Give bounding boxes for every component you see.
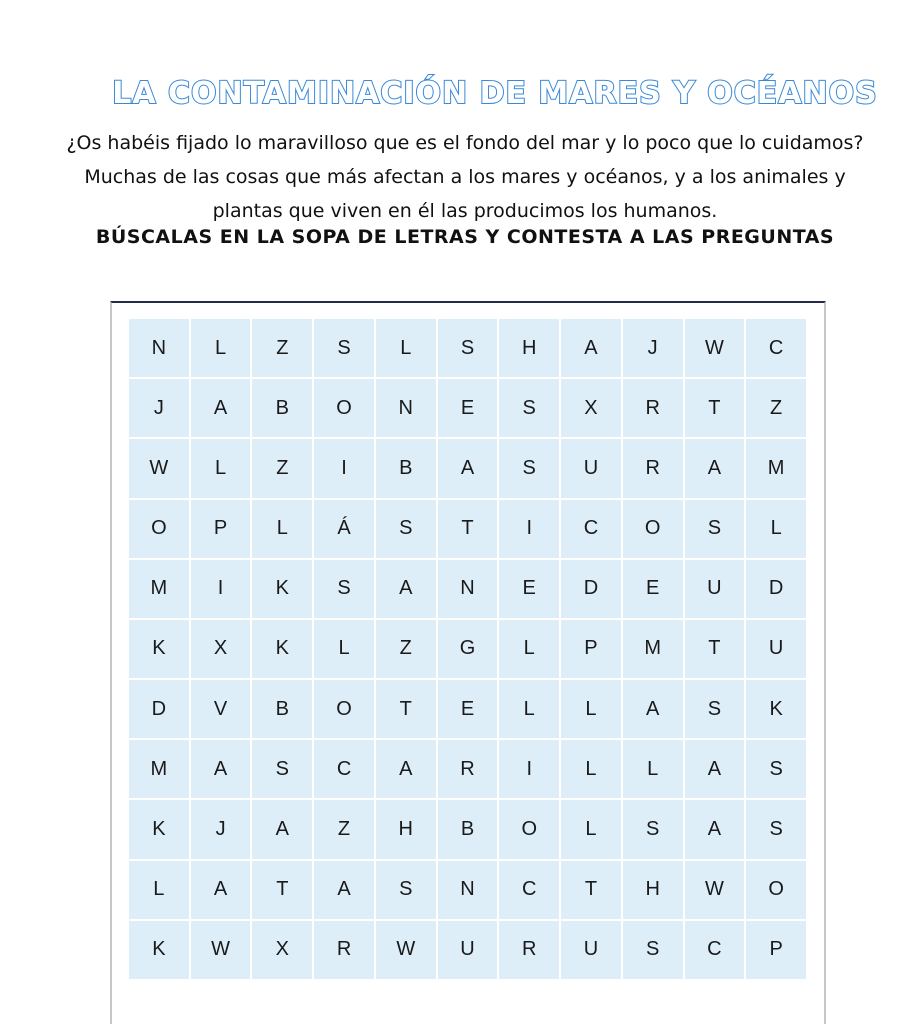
grid-cell[interactable]: L bbox=[314, 620, 374, 678]
grid-cell[interactable]: L bbox=[129, 861, 189, 919]
grid-cell[interactable]: M bbox=[746, 439, 806, 497]
grid-cell[interactable]: I bbox=[499, 740, 559, 798]
grid-cell[interactable]: A bbox=[685, 800, 745, 858]
grid-cell[interactable]: U bbox=[438, 921, 498, 979]
grid-cell[interactable]: C bbox=[314, 740, 374, 798]
grid-cell[interactable]: B bbox=[438, 800, 498, 858]
grid-cell[interactable]: T bbox=[438, 500, 498, 558]
grid-cell[interactable]: A bbox=[685, 439, 745, 497]
grid-cell[interactable]: K bbox=[252, 560, 312, 618]
grid-cell[interactable]: O bbox=[314, 680, 374, 738]
grid-cell[interactable]: J bbox=[129, 379, 189, 437]
grid-cell[interactable]: O bbox=[129, 500, 189, 558]
grid-cell[interactable]: E bbox=[623, 560, 683, 618]
grid-cell[interactable]: Z bbox=[376, 620, 436, 678]
grid-cell[interactable]: H bbox=[623, 861, 683, 919]
grid-cell[interactable]: K bbox=[129, 921, 189, 979]
grid-cell[interactable]: S bbox=[685, 680, 745, 738]
grid-cell[interactable]: K bbox=[252, 620, 312, 678]
grid-cell[interactable]: L bbox=[191, 439, 251, 497]
grid-cell[interactable]: C bbox=[746, 319, 806, 377]
grid-cell[interactable]: N bbox=[438, 861, 498, 919]
grid-cell[interactable]: C bbox=[499, 861, 559, 919]
grid-cell[interactable]: L bbox=[746, 500, 806, 558]
grid-cell[interactable]: H bbox=[499, 319, 559, 377]
grid-cell[interactable]: C bbox=[561, 500, 621, 558]
grid-cell[interactable]: S bbox=[376, 861, 436, 919]
grid-cell[interactable]: N bbox=[129, 319, 189, 377]
grid-cell[interactable]: Z bbox=[314, 800, 374, 858]
grid-cell[interactable]: T bbox=[252, 861, 312, 919]
grid-cell[interactable]: D bbox=[746, 560, 806, 618]
grid-cell[interactable]: Z bbox=[746, 379, 806, 437]
grid-cell[interactable]: A bbox=[191, 379, 251, 437]
grid-cell[interactable]: L bbox=[561, 680, 621, 738]
grid-cell[interactable]: S bbox=[438, 319, 498, 377]
grid-cell[interactable]: H bbox=[376, 800, 436, 858]
grid-cell[interactable]: S bbox=[314, 560, 374, 618]
grid-cell[interactable]: W bbox=[685, 861, 745, 919]
grid-cell[interactable]: B bbox=[252, 680, 312, 738]
intro-text bbox=[20, 126, 910, 228]
grid-cell[interactable]: Z bbox=[252, 319, 312, 377]
grid-cell[interactable]: A bbox=[314, 861, 374, 919]
grid-cell[interactable]: R bbox=[623, 379, 683, 437]
grid-cell[interactable]: D bbox=[129, 680, 189, 738]
grid-cell[interactable]: I bbox=[499, 500, 559, 558]
grid-cell[interactable]: A bbox=[191, 740, 251, 798]
grid-cell[interactable]: U bbox=[561, 439, 621, 497]
grid-cell[interactable]: R bbox=[623, 439, 683, 497]
grid-cell[interactable]: J bbox=[191, 800, 251, 858]
grid-cell[interactable]: T bbox=[561, 861, 621, 919]
grid-cell[interactable]: A bbox=[623, 680, 683, 738]
grid-cell[interactable]: O bbox=[746, 861, 806, 919]
grid-cell[interactable]: R bbox=[438, 740, 498, 798]
grid-cell[interactable]: Á bbox=[314, 500, 374, 558]
grid-cell[interactable]: S bbox=[623, 921, 683, 979]
grid-cell[interactable]: A bbox=[376, 740, 436, 798]
grid-cell[interactable]: M bbox=[623, 620, 683, 678]
grid-cell[interactable]: U bbox=[746, 620, 806, 678]
grid-cell[interactable]: N bbox=[376, 379, 436, 437]
intro-line: plantas que viven en él las producimos los humanos. bbox=[212, 200, 718, 222]
grid-cell[interactable]: A bbox=[438, 439, 498, 497]
grid-cell[interactable]: S bbox=[314, 319, 374, 377]
grid-cell[interactable]: T bbox=[685, 620, 745, 678]
grid-cell[interactable]: A bbox=[561, 319, 621, 377]
grid-cell[interactable]: P bbox=[746, 921, 806, 979]
grid-cell[interactable]: P bbox=[561, 620, 621, 678]
grid-cell[interactable]: X bbox=[252, 921, 312, 979]
grid-cell[interactable]: S bbox=[746, 800, 806, 858]
grid-cell[interactable]: B bbox=[252, 379, 312, 437]
page-title: LA CONTAMINACIÓN DE MARES Y OCÉANOS bbox=[112, 76, 878, 111]
grid-cell[interactable]: W bbox=[129, 439, 189, 497]
grid-cell[interactable]: L bbox=[191, 319, 251, 377]
grid-cell[interactable]: T bbox=[376, 680, 436, 738]
grid-cell[interactable]: S bbox=[252, 740, 312, 798]
grid-cell[interactable]: A bbox=[191, 861, 251, 919]
grid-cell[interactable]: O bbox=[314, 379, 374, 437]
grid-cell[interactable]: O bbox=[623, 500, 683, 558]
grid-cell[interactable]: A bbox=[685, 740, 745, 798]
grid-cell[interactable]: S bbox=[499, 439, 559, 497]
grid-cell[interactable]: U bbox=[685, 560, 745, 618]
grid-cell[interactable]: Z bbox=[252, 439, 312, 497]
grid-cell[interactable]: O bbox=[499, 800, 559, 858]
grid-cell[interactable]: K bbox=[746, 680, 806, 738]
grid-cell[interactable]: S bbox=[623, 800, 683, 858]
grid-cell[interactable]: K bbox=[129, 620, 189, 678]
grid-cell[interactable]: J bbox=[623, 319, 683, 377]
grid-cell[interactable]: C bbox=[685, 921, 745, 979]
grid-cell[interactable]: S bbox=[746, 740, 806, 798]
grid-cell[interactable]: W bbox=[191, 921, 251, 979]
grid-cell[interactable]: A bbox=[376, 560, 436, 618]
grid-cell[interactable]: X bbox=[191, 620, 251, 678]
grid-cell[interactable]: T bbox=[685, 379, 745, 437]
grid-cell[interactable]: L bbox=[376, 319, 436, 377]
grid-cell[interactable]: M bbox=[129, 560, 189, 618]
grid-cell[interactable]: L bbox=[499, 680, 559, 738]
grid-cell[interactable]: L bbox=[499, 620, 559, 678]
intro-line: ¿Os habéis fijado lo maravilloso que es el fondo del mar y lo poco que lo cuidamos? bbox=[66, 132, 864, 154]
grid-cell[interactable]: E bbox=[499, 560, 559, 618]
grid-cell[interactable]: E bbox=[438, 680, 498, 738]
grid-cell[interactable]: M bbox=[129, 740, 189, 798]
grid-cell[interactable]: W bbox=[376, 921, 436, 979]
grid-cell[interactable]: S bbox=[376, 500, 436, 558]
grid-cell[interactable]: U bbox=[561, 921, 621, 979]
intro-line: Muchas de las cosas que más afectan a los mares y océanos, y a los animales y bbox=[84, 166, 846, 188]
grid-cell[interactable]: G bbox=[438, 620, 498, 678]
grid-cell[interactable]: I bbox=[314, 439, 374, 497]
grid-cell[interactable]: L bbox=[252, 500, 312, 558]
grid-cell[interactable]: I bbox=[191, 560, 251, 618]
grid-cell[interactable]: L bbox=[561, 800, 621, 858]
grid-cell[interactable]: K bbox=[129, 800, 189, 858]
grid-cell[interactable]: X bbox=[561, 379, 621, 437]
grid-cell[interactable]: R bbox=[499, 921, 559, 979]
grid-cell[interactable]: E bbox=[438, 379, 498, 437]
grid-cell[interactable]: L bbox=[623, 740, 683, 798]
grid-cell[interactable]: V bbox=[191, 680, 251, 738]
instruction-text: BÚSCALAS EN LA SOPA DE LETRAS Y CONTESTA A LAS PREGUNTAS bbox=[95, 226, 835, 248]
grid-cell[interactable]: S bbox=[685, 500, 745, 558]
grid-cell[interactable]: L bbox=[561, 740, 621, 798]
grid-cell[interactable]: W bbox=[685, 319, 745, 377]
word-search-grid bbox=[129, 319, 806, 979]
grid-cell[interactable]: N bbox=[438, 560, 498, 618]
grid-cell[interactable]: B bbox=[376, 439, 436, 497]
grid-cell[interactable]: A bbox=[252, 800, 312, 858]
grid-cell[interactable]: D bbox=[561, 560, 621, 618]
grid-cell[interactable]: S bbox=[499, 379, 559, 437]
grid-cell[interactable]: R bbox=[314, 921, 374, 979]
grid-cell[interactable]: P bbox=[191, 500, 251, 558]
